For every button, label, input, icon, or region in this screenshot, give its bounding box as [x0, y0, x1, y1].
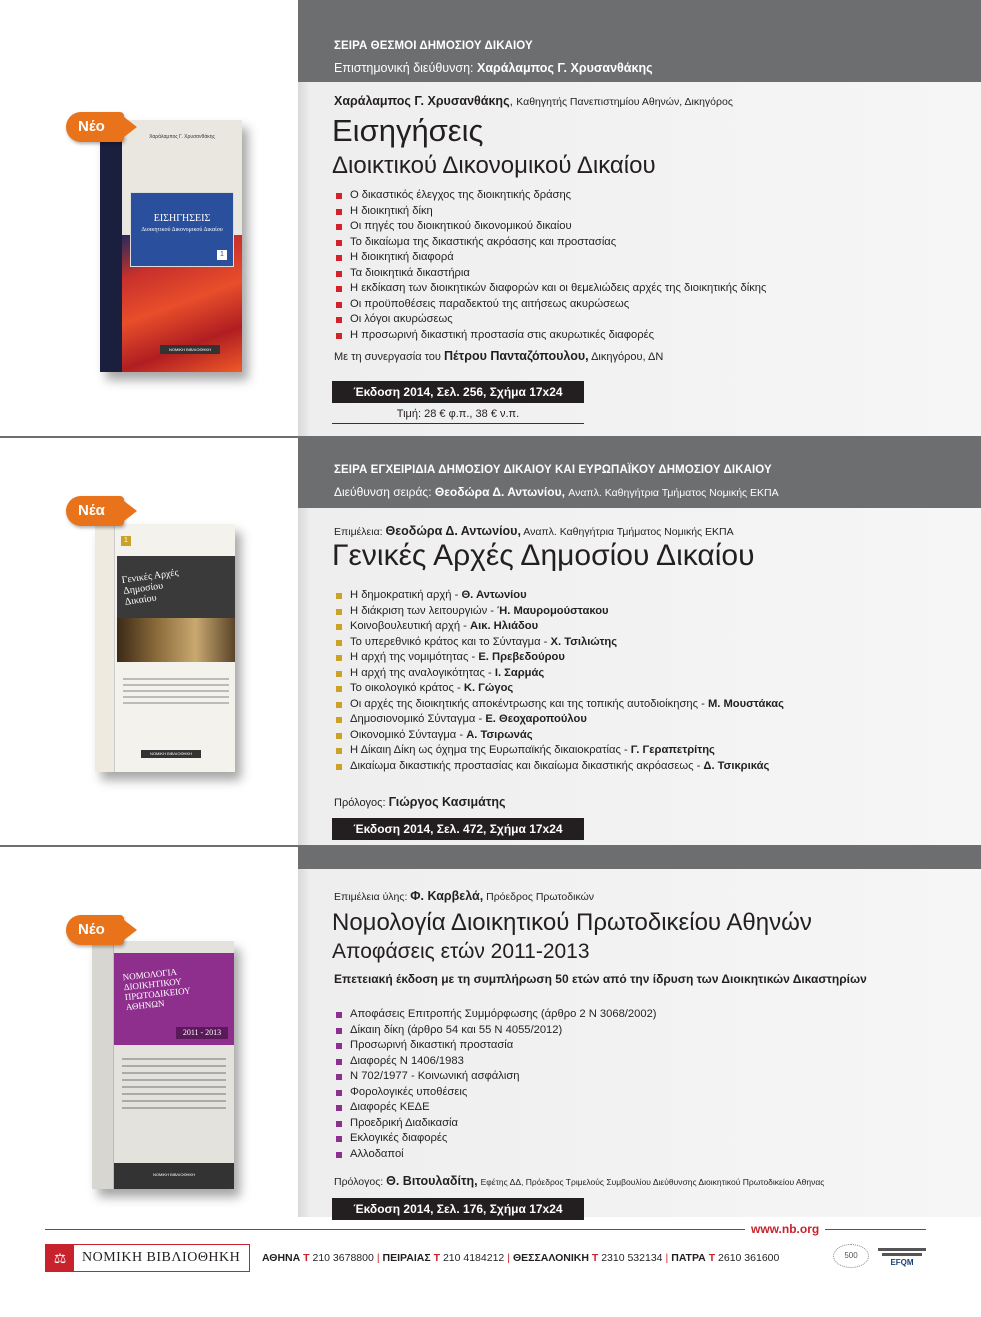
brand-logo [45, 1244, 250, 1272]
collab-prefix: Με τη συνεργασία του [334, 351, 441, 363]
series-direction [334, 61, 653, 75]
list-item: Η Δίκαιη Δίκη ως όχημα της Ευρωπαϊκής δικαιοκρατίας - Γ. Γεραπετρίτης [334, 743, 784, 759]
cover-title-panel [130, 192, 234, 267]
cover-publisher: ΝΟΜΙΚΗ ΒΙΒΛΙΟΘΗΚΗ [141, 750, 201, 758]
list-item: Οικονομικό Σύνταγμα - Α. Τσιρωνάς [334, 728, 784, 744]
list-item: Η διάκριση των λειτουργιών - Ή. Μαυρομούστακου [334, 604, 784, 620]
cover-area-2 [0, 438, 298, 845]
prologue-label: Πρόλογος: [334, 797, 386, 809]
list-item: Κοινοβουλευτική αρχή - Αικ. Ηλιάδου [334, 619, 784, 635]
cover-area-1 [0, 0, 298, 437]
cover-publisher: ΝΟΜΙΚΗ ΒΙΒΛΙΟΘΗΚΗ [160, 345, 220, 354]
list-item: Οι λόγοι ακυρώσεως [334, 312, 766, 328]
direction-name: Θεοδώρα Δ. Αντωνίου, [434, 485, 565, 499]
list-item: Η δημοκρατική αρχή - Θ. Αντωνίου [334, 588, 784, 604]
author-line: Χαράλαμπος Γ. Χρυσανθάκης, Καθηγητής Πανεπιστημίου Αθηνών, Δικηγόρος [334, 94, 733, 108]
book-spine [95, 524, 115, 772]
list-item: Οι πηγές του διοικητικού δικονομικού δικαίου [334, 219, 766, 235]
list-item: Η αρχή της αναλογικότητας - Ι. Σαρμάς [334, 666, 784, 682]
editor-name: Φ. Καρβελά, [410, 889, 484, 903]
editor-line [334, 524, 734, 538]
contact-city: ΠΕΙΡΑΙΑΣ [382, 1252, 431, 1264]
edition-info: Έκδοση 2014, Σελ. 256, Σχήμα 17x24 [332, 381, 584, 403]
cover-subtitle: Διοικητικού Δικονομικού Δικαίου [141, 227, 223, 233]
contents-list-1 [334, 188, 766, 343]
list-item: Προεδρική Διαδικασία [334, 1116, 657, 1132]
cover-years: 2011 - 2013 [176, 1027, 228, 1039]
list-item: Το υπερεθνικό κράτος και το Σύνταγμα - Χ. Τσιλιώτης [334, 635, 784, 651]
badge-label: Νέο [78, 921, 105, 938]
edition-info: Έκδοση 2014, Σελ. 176, Σχήμα 17x24 [332, 1198, 584, 1220]
cover-contents [123, 674, 229, 734]
direction-label: Επιστημονική διεύθυνση: [334, 61, 474, 75]
book-title: Γενικές Αρχές Δημοσίου Δικαίου [332, 539, 755, 572]
book-title-line1: Εισηγήσεις [332, 113, 484, 148]
content-area-3 [298, 847, 981, 1217]
cover-contents [122, 1053, 226, 1143]
cover-publisher: ΝΟΜΙΚΗ ΒΙΒΛΙΟΘΗΚΗ [152, 1172, 195, 1177]
cover-number: 1 [121, 536, 131, 546]
cover-title-panel [114, 953, 234, 1045]
list-item: Τα διοικητικά δικαστήρια [334, 266, 766, 282]
cover-title-panel [117, 556, 235, 618]
list-item: Αποφάσεις Επιτροπής Συμμόρφωσης (άρθρο 2 Ν 3068/2002) [334, 1007, 657, 1023]
contents-list-3 [334, 1007, 657, 1162]
cover-photo [117, 618, 235, 662]
prologue-line [334, 795, 506, 809]
cover-area-3 [0, 847, 298, 1217]
series-direction [334, 485, 779, 499]
cover-number: 1 [217, 250, 227, 260]
website-link[interactable]: www.nb.org [745, 1222, 825, 1236]
list-item: Προσωρινή δικαστική προστασία [334, 1038, 657, 1054]
new-badge-2 [66, 496, 124, 526]
list-item: Δημοσιονομικό Σύνταγμα - Ε. Θεοχαροπούλου [334, 712, 784, 728]
content-area-2 [298, 438, 981, 845]
book-subtitle: Επετειακή έκδοση με τη συμπλήρωση 50 ετών από την ίδρυση των Διοικητικών Δικαστηρίων [334, 972, 867, 986]
list-item: Διαφορές ΚΕΔΕ [334, 1100, 657, 1116]
collaboration-line [334, 349, 663, 363]
series-header-1 [298, 0, 981, 82]
cover-author: Χαράλαμπος Γ. Χρυσανθάκης [149, 134, 215, 140]
series-header-3 [298, 847, 981, 869]
book-title-line1: Νομολογία Διοικητικού Πρωτοδικείου Αθηνών [332, 909, 812, 936]
editor-role: Πρόεδρος Πρωτοδικών [486, 891, 595, 903]
list-item: Εκλογικές διαφορές [334, 1131, 657, 1147]
list-item: Οι αρχές της διοικητικής αποκέντρωσης και της τοπικής αυτοδιοίκησης - Μ. Μουστάκας [334, 697, 784, 713]
prologue-name: Θ. Βιτουλαδίτη, [386, 1174, 478, 1188]
book-cover-1 [100, 120, 242, 372]
efqm-logo: EFQM [874, 1246, 930, 1270]
series-title: ΣΕΙΡΑ ΕΓΧΕΙΡΙΔΙΑ ΔΗΜΟΣΙΟΥ ΔΙΚΑΙΟΥ ΚΑΙ ΕΥΡΩΠΑΪΚΟΥ ΔΗΜΟΣΙΟΥ ΔΙΚΑΙΟΥ [334, 464, 772, 476]
contact-city: ΠΑΤΡΑ [671, 1252, 706, 1264]
brand-name: ΝΟΜΙΚΗ ΒΙΒΛΙΟΘΗΚΗ [82, 1250, 241, 1265]
series-title: ΣΕΙΡΑ ΘΕΣΜΟΙ ΔΗΜΟΣΙΟΥ ΔΙΚΑΙΟΥ [334, 40, 533, 52]
editor-name: Θεοδώρα Δ. Αντωνίου, [385, 524, 521, 538]
list-item: Δικαίωμα δικαστικής προστασίας και δικαίωμα δικαστικής ακρόασεως - Δ. Τσικρικάς [334, 759, 784, 775]
prologue-label: Πρόλογος: [334, 1176, 384, 1188]
editor-line [334, 889, 594, 903]
list-item: Ο δικαστικός έλεγχος της διοικητικής δράσης [334, 188, 766, 204]
contact-phone: 210 3678800 [312, 1252, 374, 1264]
book-section-1 [0, 0, 981, 437]
list-item: Η διοικητική δίκη [334, 204, 766, 220]
contact-phone: 2610 361600 [718, 1252, 780, 1264]
list-item: Ν 702/1977 - Κοινωνική ασφάλιση [334, 1069, 657, 1085]
list-item: Η διοικητική διαφορά [334, 250, 766, 266]
editor-label: Επιμέλεια: [334, 526, 383, 538]
list-item: Αλλοδαποί [334, 1147, 657, 1163]
list-item: Η αρχή της νομιμότητας - Ε. Πρεβεδούρου [334, 650, 784, 666]
cover-title: ΕΙΣΗΓΗΣΕΙΣ [153, 213, 211, 224]
editor-role: Αναπλ. Καθηγήτρια Τμήματος Νομικής ΕΚΠΑ [523, 526, 734, 538]
prologue-role: Εφέτης ΔΔ, Πρόεδρος Τριμελούς Συμβουλίου Διεύθυνσης Διοικητικού Πρωτοδικείου Αθηνας [480, 1177, 825, 1187]
book-cover-3 [92, 941, 234, 1189]
contact-city: ΘΕΣΣΑΛΟΝΙΚΗ [513, 1252, 589, 1264]
cover-title: ΝΟΜΟΛΟΓΙΑ ΔΙΟΙΚΗΤΙΚΟΥ ΠΡΩΤΟΔΙΚΕΙΟΥ ΑΘΗΝΩΝ [122, 966, 191, 1013]
book-section-3 [0, 847, 981, 1217]
direction-role: Αναπλ. Καθηγήτρια Τμήματος Νομικής ΕΚΠΑ [568, 487, 779, 499]
edition-info: Έκδοση 2014, Σελ. 472, Σχήμα 17x24 [332, 818, 584, 840]
badge-label: Νέα [78, 502, 105, 519]
price-info: Τιμή: 28 € φ.π., 38 € ν.π. [332, 404, 584, 424]
series-header-2 [298, 438, 981, 508]
list-item: Το οικολογικό κράτος - Κ. Γώγος [334, 681, 784, 697]
scales-icon: ⚖ [46, 1245, 74, 1271]
content-area-1 [298, 0, 981, 437]
book-spine [92, 941, 114, 1189]
list-item: Η προσωρινή δικαστική προστασία στις ακυρωτικές διαφορές [334, 328, 766, 344]
book-cover-2 [95, 524, 235, 772]
list-item: Οι προϋποθέσεις παραδεκτού της αιτήσεως ακυρώσεως [334, 297, 766, 313]
author-role: Καθηγητής Πανεπιστημίου Αθηνών, Δικηγόρος [516, 96, 733, 108]
list-item: Το δικαίωμα της δικαστικής ακρόασης και προστασίας [334, 235, 766, 251]
book-title-line2: Διοικτικού Δικονομικού Δικαίου [332, 152, 656, 179]
editor-label: Επιμέλεια ύλης: [334, 891, 408, 903]
collab-role: Δικηγόρου, ΔΝ [591, 351, 664, 363]
contact-list: ΑΘΗΝΑ Τ 210 3678800 | ΠΕΙΡΑΙΑΣ Τ 210 4184212 | ΘΕΣΣΑΛΟΝΙΚΗ Τ 2310 532134 | ΠΑΤΡΑ Τ 2610 361600 [262, 1252, 780, 1264]
new-badge-3 [66, 915, 124, 945]
contact-phone: 210 4184212 [442, 1252, 505, 1264]
collab-name: Πέτρου Πανταζόπουλου, [444, 349, 589, 363]
list-item: Διαφορές Ν 1406/1983 [334, 1054, 657, 1070]
prologue-name: Γιώργος Κασιμάτης [388, 795, 506, 809]
book-spine [100, 120, 122, 372]
book-title-line2: Αποφάσεις ετών 2011-2013 [332, 940, 590, 963]
book-section-2 [0, 438, 981, 845]
cover-title: Γενικές Αρχές Δημοσίου Δικαίου [121, 567, 180, 608]
new-badge-1 [66, 112, 124, 142]
list-item: Η εκδίκαση των διοικητικών διαφορών και οι θεμελιώδεις αρχές της διοικητικής δίκης [334, 281, 766, 297]
cover-bottom-band [114, 1163, 234, 1189]
author-name: Χαράλαμπος Γ. Χρυσανθάκης [334, 94, 510, 108]
prologue-line [334, 1174, 824, 1188]
list-item: Δίκαιη δίκη (άρθρο 54 και 55 Ν 4055/2012) [334, 1023, 657, 1039]
certification-logo: 500 [833, 1244, 869, 1268]
badge-label: Νέο [78, 118, 105, 135]
list-item: Φορολογικές υποθέσεις [334, 1085, 657, 1101]
contact-city: ΑΘΗΝΑ [262, 1252, 301, 1264]
contact-phone: 2310 532134 [601, 1252, 663, 1264]
direction-label: Διεύθυνση σειράς: [334, 485, 432, 499]
direction-name: Χαράλαμπος Γ. Χρυσανθάκης [477, 61, 653, 75]
contents-list-2 [334, 588, 784, 774]
